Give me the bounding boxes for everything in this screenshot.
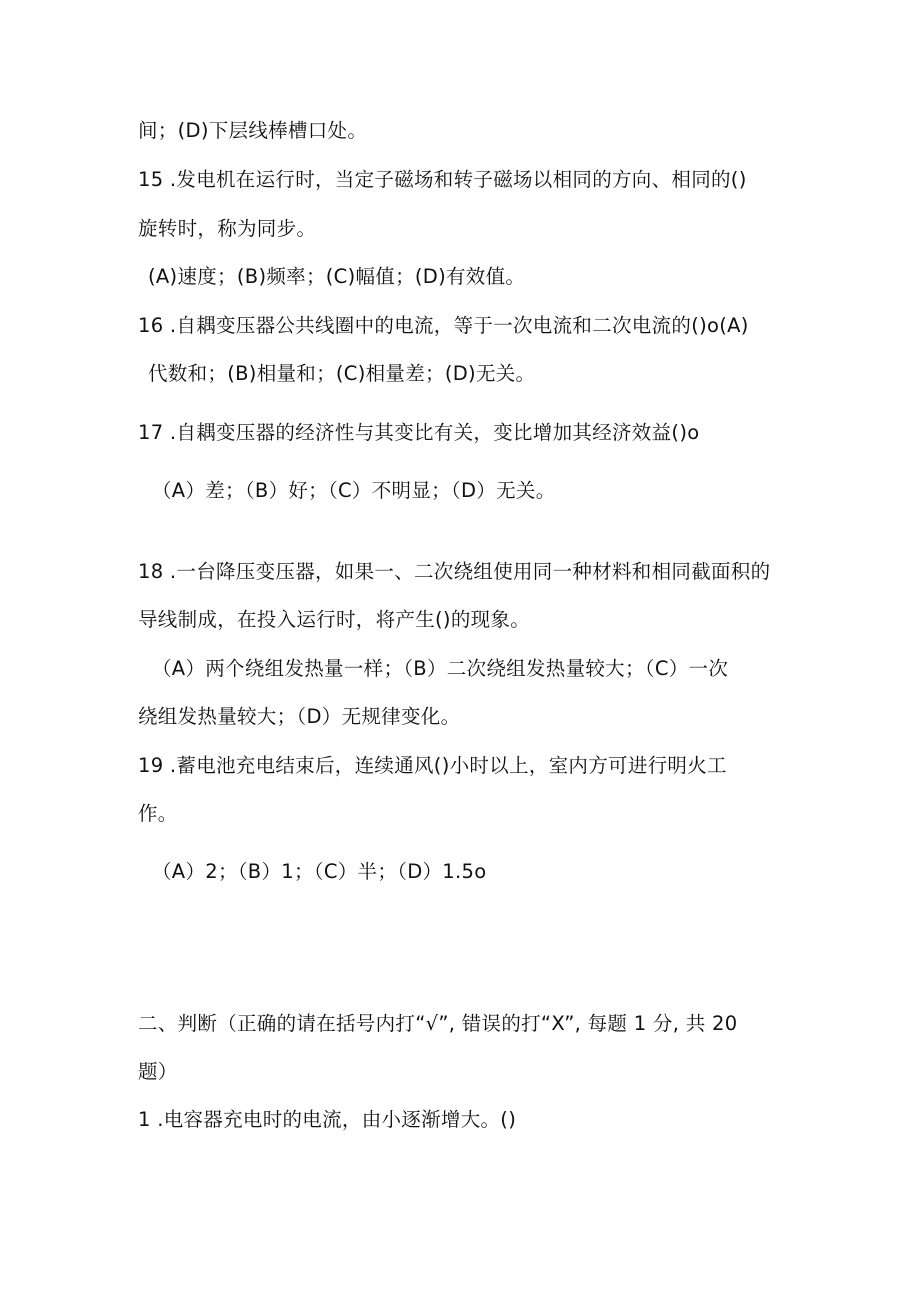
question-17-text: 17 .自耦变压器的经济性与其变比有关，变比增加其经济效益()o: [138, 421, 700, 444]
question-17-options: （A）差；（B）好；（C）不明显；（D）无关。: [152, 479, 556, 502]
question-15-text: 15 .发电机在运行时，当定子磁场和转子磁场以相同的方向、相同的(): [138, 168, 747, 191]
question-18-options-cont: 绕组发热量较大；（D）无规律变化。: [138, 705, 461, 728]
question-19-text-cont: 作。: [138, 802, 178, 825]
question-18-text: 18 .一台降压变压器，如果一、二次绕组使用同一种材料和相同截面积的: [138, 560, 771, 583]
question-19-text: 19 .蓄电池充电结束后，连续通风()小时以上，室内方可进行明火工: [138, 754, 727, 777]
judgement-question-1: 1 .电容器充电时的电流，由小逐渐增大。(): [138, 1108, 517, 1131]
question-15-text-cont: 旋转时，称为同步。: [138, 217, 317, 240]
question-16-text: 16 .自耦变压器公共线圈中的电流，等于一次电流和二次电流的()o(A): [138, 314, 749, 337]
question-15-options: (A)速度；(B)频率；(C)幅值；(D)有效值。: [148, 265, 526, 288]
section-2-heading-cont: 题）: [138, 1060, 178, 1083]
text-line-q14-options-end: 间；(D)下层线棒槽口处。: [138, 119, 368, 142]
question-19-options: （A）2；（B）1；（C）半；（D）1.5o: [152, 860, 487, 883]
question-18-options: （A）两个绕组发热量一样；（B）二次绕组发热量较大；（C）一次: [152, 657, 729, 680]
question-16-options: 代数和；(B)相量和；(C)相量差；(D)无关。: [148, 362, 536, 385]
section-2-heading: 二、判断（正确的请在括号内打“√”, 错误的打“X”, 每题 1 分, 共 20: [138, 1012, 738, 1035]
question-18-text-cont: 导线制成，在投入运行时，将产生()的现象。: [138, 608, 531, 631]
